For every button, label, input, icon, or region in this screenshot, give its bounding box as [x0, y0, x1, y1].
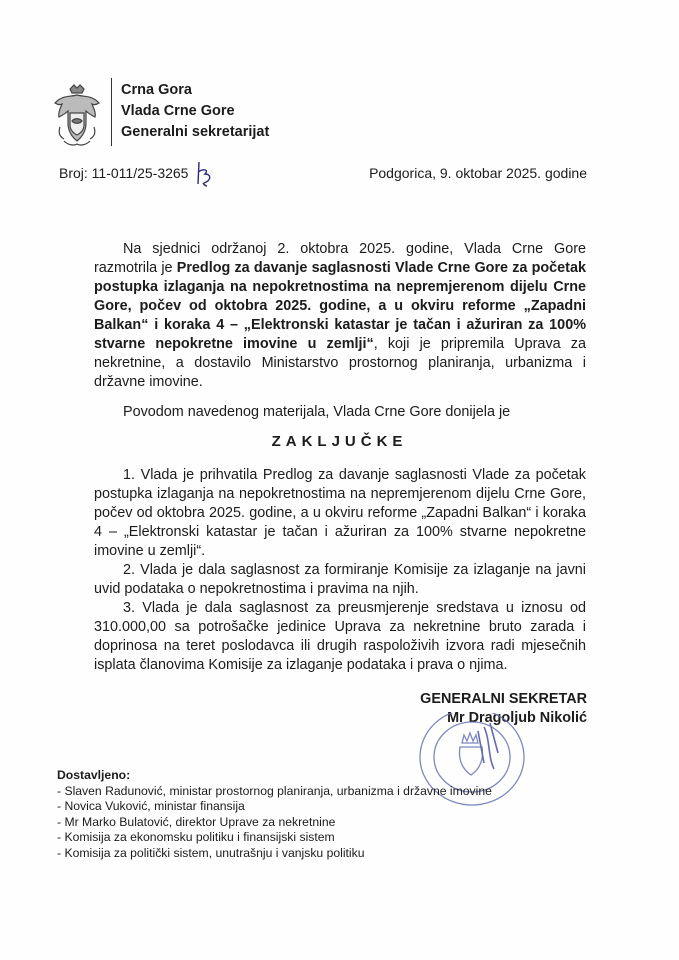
handwritten-mark-icon [195, 160, 217, 188]
conclusion-item [94, 561, 586, 599]
institution-header [121, 80, 269, 143]
conclusion-item [94, 466, 586, 561]
signature-title: GENERALNI SEKRETAR [420, 691, 587, 707]
document-date: Podgorica, 9. oktobar 2025. godine [369, 165, 587, 181]
distribution-item: - Novica Vuković, ministar finansija [57, 799, 245, 814]
distribution-item: - Komisija za ekonomsku politiku i finansijski sistem [57, 830, 335, 845]
decision-intro: Povodom navedenog materijala, Vlada Crne Gore donijela je [123, 404, 511, 420]
distribution-title: Dostavljeno: [57, 768, 131, 782]
header-country: Crna Gora [121, 82, 192, 98]
header-government: Vlada Crne Gore [121, 103, 235, 119]
distribution-list [57, 768, 492, 862]
conclusions-list [94, 466, 586, 675]
header-divider [111, 78, 112, 146]
conclusion-number: 1. [123, 467, 136, 483]
conclusion-text: Vlada je dala saglasnost za preusmjerenje sredstava u iznosu od 310.000,00 sa potrošačke jedinice Uprava za nekretnine bruto zarada i doprinosa na teret poslodavca ili drugih raspoloživih izvora radi mjesečnih isplata članovima Komisije za izlaganje podataka i prava o njima. [94, 600, 586, 673]
conclusions-heading: ZAKLJUČKE [271, 433, 408, 450]
conclusion-number: 2. [123, 562, 136, 578]
conclusion-text: Vlada je prihvatila Predlog za davanje saglasnosti Vlade za početak postupka izlaganja na nepokretnostima na nepremjerenom dijelu Crne Gore, počev od oktobra 2025. godine, a u okviru reforme „Zapadni Balkan“ i koraka 4 – „Elektronski katastar je tačan i ažuriran za 100% stvarne nepokretne imovine u zemlji“. [94, 467, 586, 559]
header-secretariat: Generalni sekretarijat [121, 124, 270, 140]
distribution-item: - Slaven Radunović, ministar prostornog planiranja, urbanizma i državne imovine [57, 783, 492, 798]
intro-paragraph [94, 240, 586, 392]
reference-number: Broj: 11-011/25-3265 [59, 165, 189, 181]
intro-proposal-title: Predlog za davanje saglasnosti Vlade Crne Gore za početak postupka izlaganja na nepokretnostima na nepremjerenom dijelu Crne Gore, počev od oktobra 2025. godine, a u okviru reforme „Zapadni Balkan“ i koraka 4 – „Elektronski katastar je tačan i ažuriran za 100% stvarne nepokretne imovine u zemlji“ [94, 260, 586, 352]
conclusion-text: Vlada je dala saglasnost za formiranje Komisije za izlaganje na javni uvid podataka o nepokretnostima i pravima na njih. [94, 562, 587, 597]
distribution-item: - Mr Marko Bulatović, direktor Uprave za nekretnine [57, 814, 336, 829]
intro-text-end: , koji je pripremila Uprava za nekretnine, a dostavilo Ministarstvo prostornog planiranja, urbanizma i državne imovine. [94, 336, 586, 390]
signature-name: Mr Dragoljub Nikolić [447, 710, 587, 726]
distribution-item: - Komisija za politički sistem, unutrašnju i vanjsku politiku [57, 845, 365, 860]
montenegro-coat-of-arms-icon [50, 83, 104, 149]
intro-text-start: Na sjednici održanoj 2. oktobra 2025. godine, Vlada Crne Gore razmotrila je [94, 241, 586, 276]
conclusion-number: 3. [123, 600, 136, 616]
conclusion-item [94, 599, 586, 675]
